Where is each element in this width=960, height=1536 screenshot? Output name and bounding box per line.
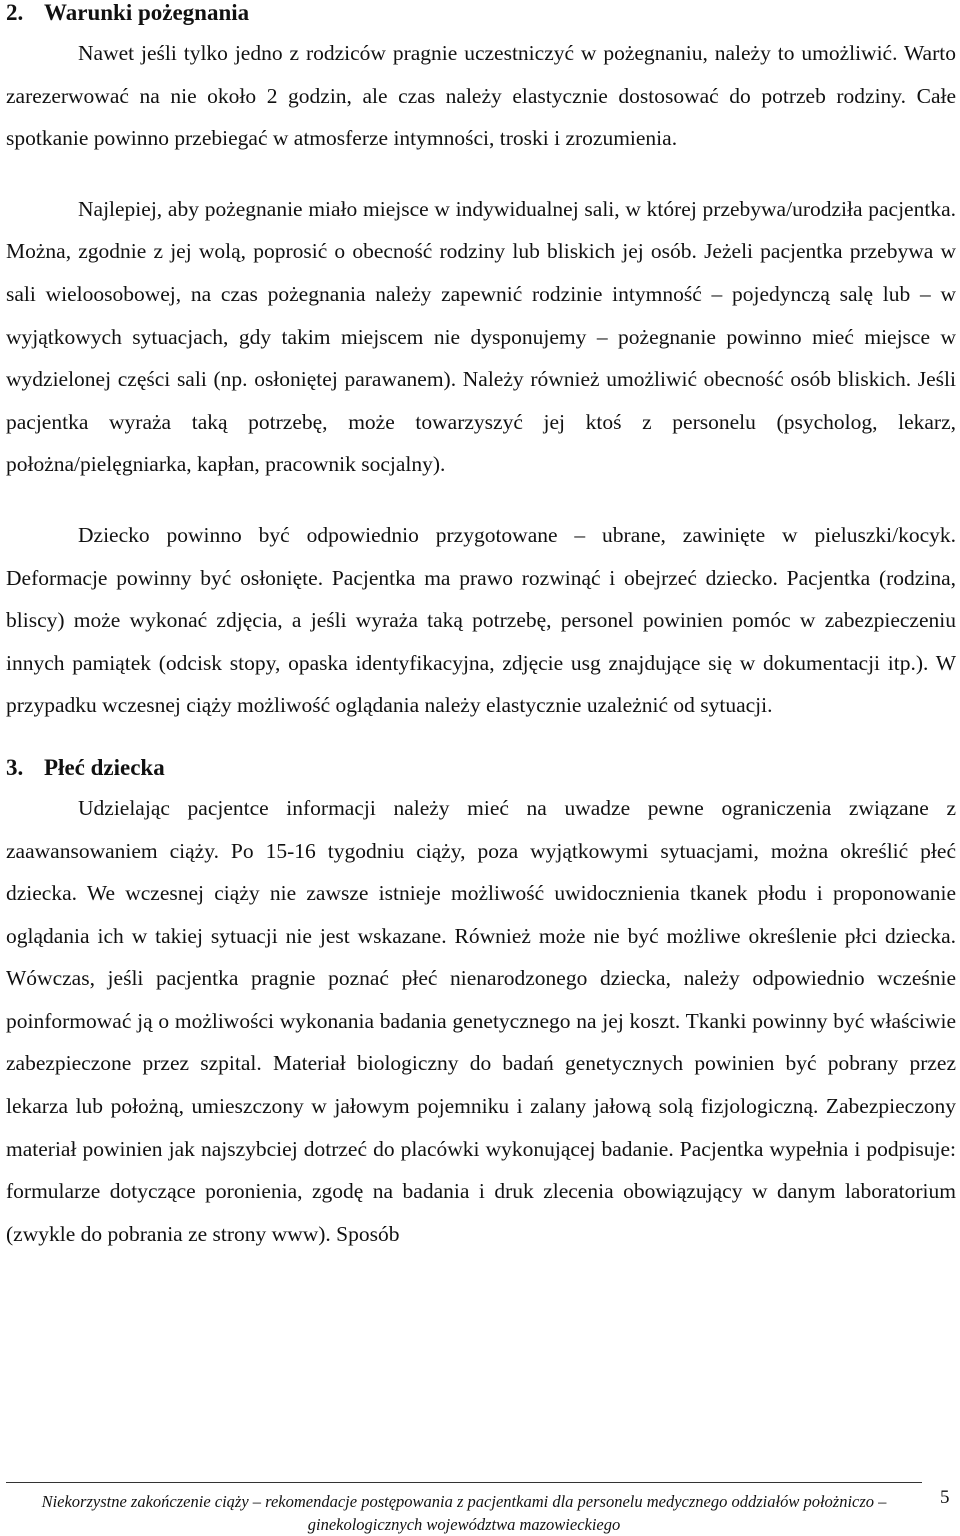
section-heading bbox=[6, 755, 956, 781]
page-number: 5 bbox=[940, 1487, 950, 1508]
document-page bbox=[6, 0, 956, 1255]
paragraph: Najlepiej, aby pożegnanie miało miejsce w indywidualnej sali, w której przebywa/urodziła pacjentka. Można, zgodnie z jej wolą, poprosić o obecność rodziny lub bliskich jej osób. Jeżeli pacjentka przebywa w sali wieloosobowej, na czas pożegnania należy zapewnić rodzinie intymność – pojedynczą salę lub – w wyjątkowych sytuacjach, gdy takim miejscem nie dysponujemy – pożegnanie powinno mieć miejsce w wydzielonej części sali (np. osłoniętej parawanem). Należy również umożliwić obecność osób bliskich. Jeśli pacjentka wyraża taką potrzebę, może towarzyszyć jej ktoś z personelu (psycholog, lekarz, położna/pielęgniarka, kapłan, pracownik socjalny). bbox=[6, 196, 956, 477]
section-title: Warunki pożegnania bbox=[44, 0, 250, 25]
section-number: 2. bbox=[6, 0, 24, 25]
section-number: 3. bbox=[6, 754, 24, 780]
section-title: Płeć dziecka bbox=[44, 754, 165, 780]
paragraph: Nawet jeśli tylko jedno z rodziców pragnie uczestniczyć w pożegnaniu, należy to umożliwić. Warto zarezerwować na nie około 2 godzin, ale czas należy elastycznie dostosować do potrzeb rodziny. Całe spotkanie powinno przebiegać w atmosferze intymności, troski i zrozumienia. bbox=[6, 41, 956, 151]
paragraph: Udzielając pacjentce informacji należy mieć na uwadze pewne ograniczenia związane z zaawansowaniem ciąży. Po 15-16 tygodniu ciąży, poza wyjątkowymi sytuacjami, można określić płeć dziecka. We wczesnej ciąży nie zawsze istnieje możliwość uwidocznienia tkanek płodu i proponowanie oglądania ich w takiej sytuacji nie jest wskazane. Również może nie być możliwe określenie płci dziecka. Wówczas, jeśli pacjentka pragnie poznać płeć nienarodzonego dziecka, należy odpowiednio wcześnie poinformować ją o możliwości wykonania badania genetycznego na jej koszt. Tkanki powinny być właściwie zabezpieczone przez szpital. Materiał biologiczny do badań genetycznych powinien być pobrany przez lekarza lub położną, umieszczony w jałowym pojemniku i zalany jałową solą fizjologiczną. Zabezpieczony materiał powinien jak najszybciej dotrzeć do placówki wykonującej badanie. Pacjentka wypełnia i podpisuje: formularze dotyczące poronienia, zgodę na badania i druk zlecenia obowiązujący w danym laboratorium (zwykle do pobrania ze strony www). Sposób bbox=[6, 795, 956, 1246]
section-heading bbox=[6, 0, 956, 26]
footer-text: Niekorzystne zakończenie ciąży – rekomendacje postępowania z pacjentkami dla personelu medycznego oddziałów położniczo – ginekologicznych województwa mazowieckiego bbox=[41, 1492, 887, 1534]
footer-divider bbox=[6, 1482, 922, 1483]
paragraph: Dziecko powinno być odpowiednio przygotowane – ubrane, zawinięte w pieluszki/kocyk. Deformacje powinny być osłonięte. Pacjentka ma prawo rozwinąć i obejrzeć dziecko. Pacjentka (rodzina, bliscy) może wykonać zdjęcia, a jeśli wyraża taką potrzebę, personel powinien pomóc w zabezpieczeniu innych pamiątek (odcisk stopy, opaska identyfikacyjna, zdjęcie usg znajdujące się w dokumentacji itp.). W przypadku wczesnej ciąży możliwość oglądania należy elastycznie uzależnić od sytuacji. bbox=[6, 522, 956, 718]
